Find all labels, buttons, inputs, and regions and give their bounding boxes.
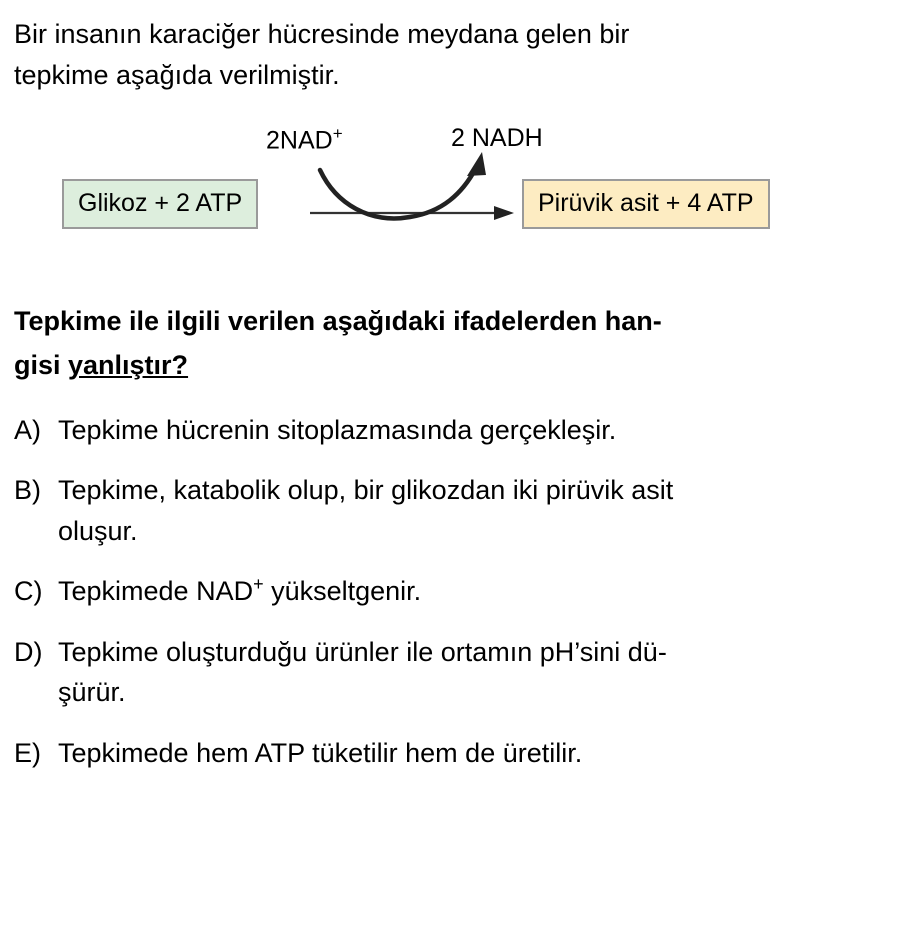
option-b-text [58,470,881,551]
question-intro [14,14,881,96]
reactant-box: Glikoz + 2 ATP [62,179,258,229]
intro-line-2: tepkime aşağıda verilmiştir. [14,60,340,91]
label-nadh: 2 NADH [451,124,543,153]
main-reaction-arrowhead [494,206,514,220]
label-nad-text: 2NAD [266,126,333,155]
option-e-line-1: Tepkimede hem ATP tüketilir hem de üretilir. [58,737,583,768]
option-a[interactable] [14,410,881,451]
stem-line-2-prefix: gisi [14,349,69,380]
reaction-diagram [14,102,881,292]
option-e-text [58,733,881,774]
cofactor-curved-arrow [320,168,476,218]
option-b[interactable] [14,470,881,551]
option-a-line-1: Tepkime hücrenin sitoplazmasında gerçekleşir. [58,414,617,445]
option-b-line-1: Tepkime, katabolik olup, bir glikozdan iki pirüvik asit [58,475,674,506]
option-d[interactable] [14,632,881,713]
option-c-text [58,571,881,612]
option-d-text [58,632,881,713]
diagram-labels [14,114,881,154]
question-stem [14,300,881,387]
option-c-line-1-prefix: Tepkimede NAD [58,576,254,607]
answer-options [14,410,881,774]
option-c-line-1-suffix: yükseltgenir. [263,576,422,607]
cofactor-arrowhead [467,152,486,176]
option-e[interactable] [14,733,881,774]
option-d-key: D) [14,636,43,667]
option-b-line-2: oluşur. [58,515,138,546]
stem-line-1: Tepkime ile ilgili verilen aşağıdaki ifadelerden han- [14,306,662,337]
option-c-key: C) [14,576,43,607]
intro-line-1: Bir insanın karaciğer hücresinde meydana gelen bir [14,19,630,49]
product-box: Pirüvik asit + 4 ATP [522,179,770,229]
stem-line-2 [14,344,881,388]
option-a-key: A) [14,414,41,445]
label-nad-plus [266,124,343,155]
option-d-line-2: şürür. [58,677,126,708]
option-c[interactable] [14,571,881,612]
option-e-key: E) [14,737,41,768]
option-b-key: B) [14,475,41,506]
option-d-line-1: Tepkime oluşturduğu ürünler ile ortamın pH’sini dü- [58,636,667,667]
option-c-superscript: + [253,574,264,595]
option-a-text [58,410,881,451]
label-nad-superscript: + [332,124,343,144]
stem-emphasis: yanlıştır? [68,349,189,380]
